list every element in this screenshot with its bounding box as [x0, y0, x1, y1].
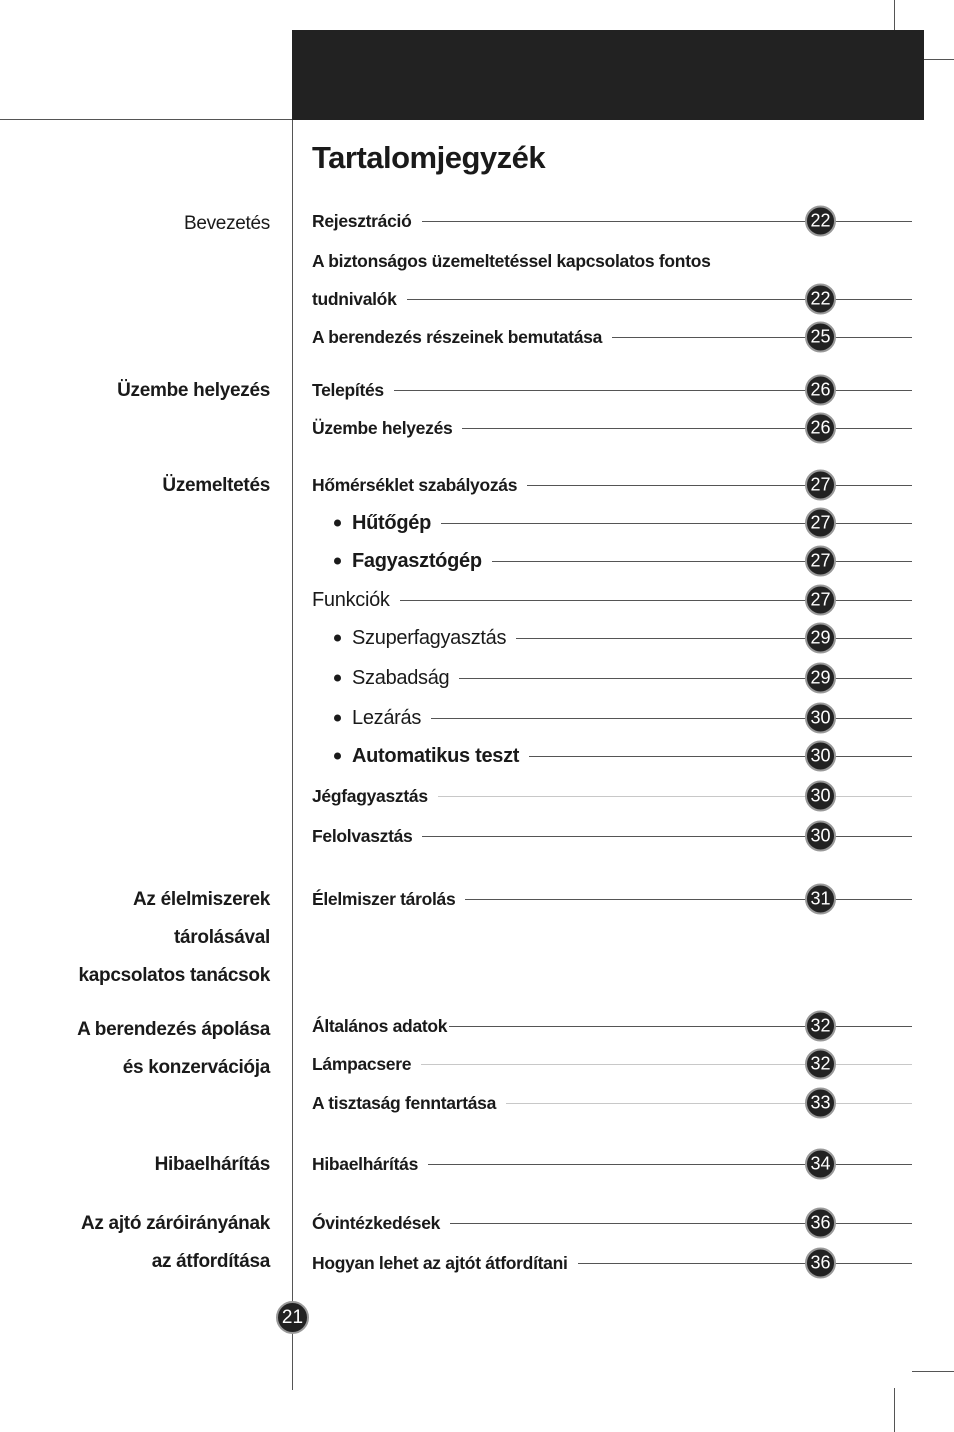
leader-tail [834, 899, 912, 900]
toc-entry [312, 781, 912, 811]
section-ajto [0, 1205, 270, 1281]
bullet-icon [334, 558, 341, 565]
toc-label: Hűtőgép [352, 511, 431, 534]
section-hibaelharitas [0, 1146, 270, 1184]
toc-label: Rejesztráció [312, 210, 412, 231]
leader-tail [834, 299, 912, 300]
section-line: Üzembe helyezés [117, 380, 270, 401]
page-badge: 29 [805, 663, 836, 694]
leader-tail [834, 221, 912, 222]
leader-tail [834, 1263, 912, 1264]
toc-subentry [312, 623, 912, 653]
page-badge: 30 [805, 703, 836, 734]
crop-mark-bottom-right-v [894, 1388, 895, 1432]
toc-label: A berendezés részeinek bemutatása [312, 326, 603, 347]
leader-tail [834, 485, 912, 486]
toc-subentry [312, 741, 912, 771]
toc-label: tudnivalók [312, 288, 397, 309]
bullet-icon [334, 675, 341, 682]
page-badge: 30 [805, 741, 836, 772]
toc-entry [312, 470, 912, 500]
toc-label: Lezárás [352, 706, 422, 729]
toc-label: Hőmérséklet szabályozás [312, 474, 518, 495]
toc-subentry [312, 703, 912, 733]
leader-tail [834, 1223, 912, 1224]
leader-tail [834, 796, 912, 797]
leader-tail [834, 756, 912, 757]
toc-label: Hogyan lehet az ajtót átfordítani [312, 1252, 568, 1273]
leader-tail [834, 1026, 912, 1027]
page-badge: 27 [805, 508, 836, 539]
toc-label: Élelmiszer tárolás [312, 888, 456, 909]
page-badge: 27 [805, 585, 836, 616]
column-divider [292, 120, 293, 1390]
section-apolas [0, 1011, 270, 1087]
toc-label: Óvintézkedések [312, 1212, 441, 1233]
page-badge: 34 [805, 1149, 836, 1180]
bullet-icon [334, 520, 341, 527]
toc-subentry [312, 546, 912, 576]
page-badge: 26 [805, 375, 836, 406]
bullet-icon [334, 753, 341, 760]
leader-tail [834, 337, 912, 338]
toc-label: Szabadság [352, 666, 450, 689]
bullet-icon [334, 715, 341, 722]
section-line: Hibaelhárítás [154, 1154, 270, 1175]
page-badge: 22 [805, 284, 836, 315]
page-badge: 32 [805, 1049, 836, 1080]
toc-entry [312, 1208, 912, 1238]
toc-label: Üzembe helyezés [312, 417, 453, 438]
leader-tail [834, 428, 912, 429]
leader-tail [834, 600, 912, 601]
toc-subentry [312, 508, 912, 538]
toc-entry [312, 375, 912, 405]
section-uzembe-helyezes [0, 372, 270, 410]
section-line: és konzervációja [122, 1057, 270, 1078]
leader-tail [834, 561, 912, 562]
toc-label: Fagyasztógép [352, 549, 482, 572]
toc-entry [312, 206, 912, 236]
section-uzemeltetes [0, 467, 270, 505]
toc-entry [312, 1248, 912, 1278]
page-badge: 33 [805, 1088, 836, 1119]
section-line: Az ajtó záróirányának [80, 1213, 270, 1234]
page-badge: 29 [805, 623, 836, 654]
page-badge: 36 [805, 1248, 836, 1279]
toc-label: Automatikus teszt [352, 744, 520, 767]
section-line: tárolásával [174, 927, 270, 948]
page-badge: 36 [805, 1208, 836, 1239]
bullet-icon [334, 635, 341, 642]
section-line: az átfordítása [151, 1251, 270, 1272]
page-badge: 25 [805, 322, 836, 353]
section-bevezetes [0, 205, 270, 243]
leader-tail [834, 1103, 912, 1104]
crop-mark-top-right-h [924, 59, 954, 60]
leader-tail [834, 1164, 912, 1165]
toc-label: Általános adatok [312, 1015, 448, 1036]
page-badge: 31 [805, 884, 836, 915]
toc-label: Szuperfagyasztás [352, 626, 507, 649]
leader-tail [834, 836, 912, 837]
leader-tail [834, 390, 912, 391]
toc-label: Jégfagyasztás [312, 785, 428, 806]
toc-label: Hibaelhárítás [312, 1153, 419, 1174]
page-badge: 27 [805, 546, 836, 577]
leader-tail [834, 718, 912, 719]
leader-tail [834, 523, 912, 524]
crop-mark-top-right-v [894, 0, 895, 30]
page-badge: 32 [805, 1011, 836, 1042]
toc-label: Funkciók [312, 588, 390, 611]
section-line: A berendezés ápolása [77, 1019, 270, 1040]
header-bar [292, 30, 924, 120]
page-badge: 30 [805, 821, 836, 852]
page-badge: 26 [805, 413, 836, 444]
toc-label: Lámpacsere [312, 1053, 412, 1074]
section-elelmiszerek [0, 881, 270, 995]
toc-entry [312, 1088, 912, 1118]
toc-entry [312, 1011, 912, 1041]
toc-entry [312, 413, 912, 443]
toc-label: Telepítés [312, 379, 384, 400]
toc-entry [312, 284, 912, 314]
toc-entry [312, 585, 912, 615]
toc-label: A tisztaság fenntartása [312, 1092, 497, 1113]
page-number: 21 [276, 1301, 309, 1334]
toc-label: Felolvasztás [312, 825, 413, 846]
toc-subentry [312, 663, 912, 693]
leader-tail [834, 678, 912, 679]
page-title: Tartalomjegyzék [312, 140, 546, 175]
section-line: Bevezetés [183, 213, 270, 234]
toc-entry [312, 884, 912, 914]
page-badge: 22 [805, 206, 836, 237]
page-badge: 30 [805, 781, 836, 812]
toc-entry [312, 1149, 912, 1179]
section-line: Az élelmiszerek [132, 889, 270, 910]
page-badge: 27 [805, 470, 836, 501]
toc-entry [312, 1049, 912, 1079]
toc-entry [312, 246, 912, 276]
crop-mark-bottom-right-h [912, 1371, 954, 1372]
toc-label: A biztonságos üzemeltetéssel kapcsolatos fontos [312, 250, 711, 271]
top-left-rule [0, 119, 292, 120]
leader-tail [834, 638, 912, 639]
leader-tail [834, 1064, 912, 1065]
section-line: Üzemeltetés [162, 475, 270, 496]
toc-entry [312, 322, 912, 352]
toc-entry [312, 821, 912, 851]
section-line: kapcsolatos tanácsok [78, 965, 270, 986]
